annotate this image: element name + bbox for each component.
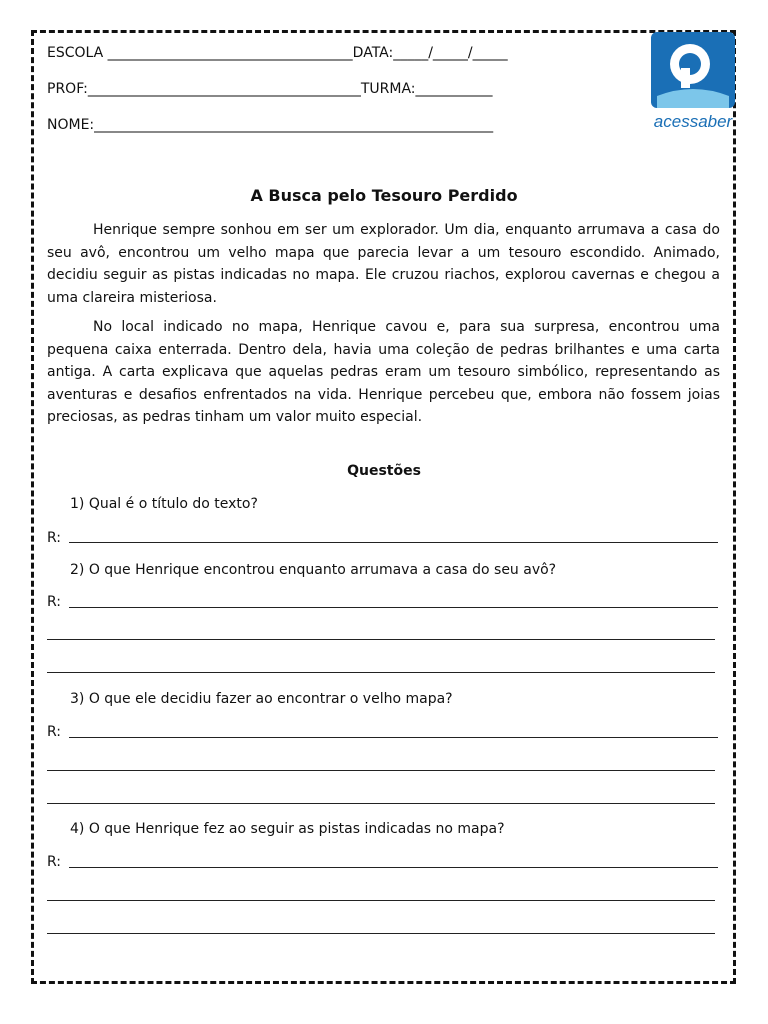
- text-title: A Busca pelo Tesouro Perdido: [250, 186, 518, 205]
- question-3: 3) O que ele decidiu fazer ao encontrar o velho mapa?: [70, 691, 453, 707]
- svg-text:acessaber: acessaber: [653, 112, 733, 130]
- paragraph-1: Henrique sempre sonhou em ser um explorador. Um dia, enquanto arrumava a casa do seu avô, encontrou um velho mapa que parecia levar a um tesouro escondido. Animado, decidiu seguir as pistas indicadas no mapa. Ele cruzou riachos, explorou cavernas e chegou a uma clareira misteriosa.: [47, 222, 720, 306]
- answer-label: R:: [47, 594, 62, 610]
- question-2: 2) O que Henrique encontrou enquanto arrumava a casa do seu avô?: [70, 562, 557, 578]
- answer-line[interactable]: [47, 672, 715, 673]
- question-4: 4) O que Henrique fez ao seguir as pistas indicadas no mapa?: [70, 821, 505, 837]
- answer-line[interactable]: [69, 737, 718, 738]
- paragraph-2: No local indicado no mapa, Henrique cavou e, para sua surpresa, encontrou uma pequena caixa enterrada. Dentro dela, havia uma coleção de pedras brilhantes e uma carta antiga. A carta explicava que aquelas pedras eram um tesouro simbólico, representando as aventuras e desafios enfrentados na vida. Henrique percebeu que, embora não fossem joias preciosas, as pedras tinham um valor muito especial.: [47, 319, 720, 425]
- answer-label: R:: [47, 724, 62, 740]
- question-1: 1) Qual é o título do texto?: [70, 496, 258, 512]
- answer-label: R:: [47, 854, 62, 870]
- answer-line[interactable]: [47, 933, 715, 934]
- answer-line[interactable]: [69, 867, 718, 868]
- teacher-class-line[interactable]: PROF:_______________________________________TURMA:___________: [47, 81, 493, 97]
- answer-line[interactable]: [69, 542, 718, 543]
- answer-line[interactable]: [47, 770, 715, 771]
- answer-line[interactable]: [47, 639, 715, 640]
- answer-line[interactable]: [47, 803, 715, 804]
- answer-label: R:: [47, 530, 62, 546]
- answer-line[interactable]: [69, 607, 718, 608]
- answer-line[interactable]: [47, 900, 715, 901]
- name-line[interactable]: NOME:_________________________________________________________: [47, 117, 494, 133]
- school-date-line[interactable]: ESCOLA ___________________________________DATA:_____/_____/_____: [47, 45, 508, 61]
- questions-heading: Questões: [347, 463, 421, 479]
- acessaber-logo: [651, 32, 735, 130]
